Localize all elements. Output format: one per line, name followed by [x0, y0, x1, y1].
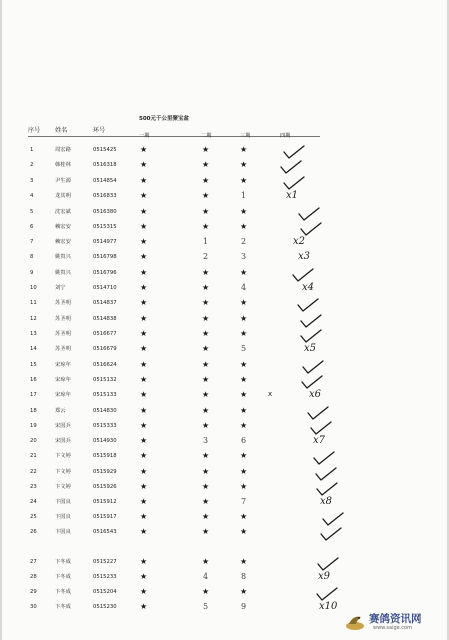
- ring-cell: 0515912: [93, 499, 117, 505]
- period-3-star: ★: [240, 222, 248, 231]
- ring-cell: 0515230: [93, 604, 117, 610]
- ring-cell: 0516318: [93, 162, 117, 168]
- period-1-star: ★: [140, 344, 148, 353]
- handwritten-mark: x2: [293, 236, 306, 247]
- seq-cell: 23: [30, 484, 37, 490]
- table-row: [0, 497, 449, 507]
- name-cell: 韩桂林: [55, 162, 71, 168]
- seq-cell: 1: [30, 147, 34, 153]
- table-row: [0, 482, 449, 492]
- handwritten-mark: x4: [302, 282, 315, 293]
- period-1-star: ★: [140, 512, 148, 521]
- handwritten-mark: x5: [304, 343, 317, 354]
- ring-cell: 0515233: [93, 574, 117, 580]
- seq-cell: 12: [30, 316, 37, 322]
- name-cell: 赖宏安: [55, 239, 71, 245]
- period-2-star: ★: [202, 160, 210, 169]
- checkmark-icon: [301, 375, 323, 385]
- name-cell: 宋琼年: [55, 362, 71, 368]
- period-3-star: ★: [240, 298, 248, 307]
- header-seq: 序号: [28, 127, 41, 134]
- checkmark-icon: [298, 207, 320, 217]
- table-row: [0, 390, 449, 400]
- period-1-star: ★: [140, 222, 148, 231]
- watermark-name: 赛鸽资讯网: [369, 613, 422, 625]
- period-1-star: ★: [140, 191, 148, 200]
- period-2-star: ★: [202, 587, 210, 596]
- name-cell: 姚贵兴: [55, 254, 71, 260]
- period-3-number: 8: [241, 572, 247, 581]
- name-cell: 卞冬成: [55, 559, 71, 565]
- seq-cell: 16: [30, 377, 37, 383]
- period-2-star: ★: [202, 390, 210, 399]
- table-row: [0, 375, 449, 385]
- period-1-star: ★: [140, 237, 148, 246]
- name-cell: 卞国良: [55, 499, 71, 505]
- table-row: [0, 467, 449, 477]
- period-2-star: ★: [202, 222, 210, 231]
- checkmark-icon: [283, 176, 305, 186]
- checkmark-icon: [320, 527, 342, 537]
- name-cell: 沈宏斌: [55, 209, 71, 215]
- ring-cell: 0515917: [93, 514, 117, 520]
- handwritten-mark: x7: [313, 435, 326, 446]
- seq-cell: 27: [30, 559, 37, 565]
- period-3-number: 7: [241, 497, 247, 506]
- checkmark-icon: [315, 467, 337, 477]
- table-row: [0, 587, 449, 597]
- period-3-number: 3: [241, 252, 247, 261]
- stray-mark: x: [268, 390, 273, 398]
- ring-cell: 0515425: [93, 147, 117, 153]
- period-1-star: ★: [140, 587, 148, 596]
- period-1-star: ★: [140, 283, 148, 292]
- checkmark-icon: [300, 222, 322, 232]
- table-row: [0, 222, 449, 232]
- ring-cell: 0514710: [93, 285, 117, 291]
- period-2-star: ★: [202, 482, 210, 491]
- seq-cell: 9: [30, 270, 34, 276]
- ring-cell: 0516543: [93, 529, 117, 535]
- table-row: [0, 436, 449, 446]
- period-1-star: ★: [140, 268, 148, 277]
- table-row: [0, 298, 449, 308]
- period-1-star: ★: [140, 602, 148, 611]
- seq-cell: 17: [30, 392, 37, 398]
- period-3-star: ★: [240, 390, 248, 399]
- period-1-star: ★: [140, 298, 148, 307]
- table-row: [0, 207, 449, 217]
- period-2-star: ★: [202, 360, 210, 369]
- table-row: [0, 527, 449, 537]
- ring-cell: 0515333: [93, 423, 117, 429]
- table-row: [0, 572, 449, 582]
- ring-cell: 0515926: [93, 484, 117, 490]
- period-2-star: ★: [202, 375, 210, 384]
- seq-cell: 25: [30, 514, 37, 520]
- period-2-number: 4: [203, 572, 209, 581]
- checkmark-icon: [302, 360, 324, 370]
- checkmark-icon: [307, 406, 329, 416]
- period-3-star: ★: [240, 512, 248, 521]
- table-row: [0, 344, 449, 354]
- period-2-star: ★: [202, 329, 210, 338]
- name-cell: 苏圣明: [55, 300, 71, 306]
- period-1-star: ★: [140, 375, 148, 384]
- checkmark-icon: [300, 329, 322, 339]
- table-row: [0, 406, 449, 416]
- checkmark-icon: [322, 512, 344, 522]
- period-2-star: ★: [202, 314, 210, 323]
- checkmark-icon: [316, 587, 338, 597]
- ring-cell: 0516833: [93, 193, 117, 199]
- ring-cell: 0514838: [93, 316, 117, 322]
- watermark: [345, 611, 441, 633]
- table-row: [0, 283, 449, 293]
- period-1-star: ★: [140, 421, 148, 430]
- handwritten-mark: x3: [298, 251, 311, 262]
- name-cell: 尹生源: [55, 178, 71, 184]
- ring-cell: 0516380: [93, 209, 117, 215]
- seq-cell: 14: [30, 346, 37, 352]
- watermark-url: www.saige.com: [373, 625, 412, 631]
- seq-cell: 21: [30, 453, 37, 459]
- period-3-star: ★: [240, 557, 248, 566]
- seq-cell: 8: [30, 254, 34, 260]
- seq-cell: 19: [30, 423, 37, 429]
- handwritten-mark: x8: [320, 496, 333, 507]
- period-2-number: 5: [203, 602, 209, 611]
- period-1-star: ★: [140, 436, 148, 445]
- period-3-star: ★: [240, 467, 248, 476]
- checkmark-icon: [313, 451, 335, 461]
- period-1-star: ★: [140, 467, 148, 476]
- period-3-star: ★: [240, 145, 248, 154]
- header-period-1: 一期: [139, 133, 150, 139]
- period-2-number: 1: [203, 237, 209, 246]
- period-3-star: ★: [240, 176, 248, 185]
- period-2-star: ★: [202, 497, 210, 506]
- seq-cell: 28: [30, 574, 37, 580]
- period-2-number: 3: [203, 436, 209, 445]
- period-1-star: ★: [140, 572, 148, 581]
- seq-cell: 15: [30, 362, 37, 368]
- name-cell: 苏圣明: [55, 316, 71, 322]
- ring-cell: 0514854: [93, 178, 117, 184]
- seq-cell: 24: [30, 499, 37, 505]
- checkmark-icon: [283, 145, 305, 155]
- period-2-star: ★: [202, 268, 210, 277]
- name-cell: 赖宏安: [55, 224, 71, 230]
- table-row: [0, 512, 449, 522]
- name-cell: 卞文婷: [55, 469, 71, 475]
- name-cell: 姚贵兴: [55, 270, 71, 276]
- period-1-star: ★: [140, 176, 148, 185]
- table-row: [0, 176, 449, 186]
- name-cell: 苏圣明: [55, 346, 71, 352]
- header-period-4: 四期: [280, 133, 291, 139]
- period-2-star: ★: [202, 527, 210, 536]
- period-3-star: ★: [240, 375, 248, 384]
- name-cell: 卞国良: [55, 514, 71, 520]
- period-2-star: ★: [202, 421, 210, 430]
- seq-cell: 3: [30, 178, 34, 184]
- ring-cell: 0515204: [93, 589, 117, 595]
- ring-cell: 0515227: [93, 559, 117, 565]
- period-1-star: ★: [140, 557, 148, 566]
- period-2-star: ★: [202, 207, 210, 216]
- name-cell: 宋琼年: [55, 392, 71, 398]
- period-3-star: ★: [240, 406, 248, 415]
- ring-cell: 0515315: [93, 224, 117, 230]
- period-2-star: ★: [202, 512, 210, 521]
- period-1-star: ★: [140, 145, 148, 154]
- table-row: [0, 557, 449, 567]
- name-cell: 卞冬成: [55, 604, 71, 610]
- period-1-star: ★: [140, 360, 148, 369]
- period-3-star: ★: [240, 207, 248, 216]
- seq-cell: 2: [30, 162, 34, 168]
- period-2-star: ★: [202, 406, 210, 415]
- name-cell: 卞国良: [55, 529, 71, 535]
- header-period-2: 二期: [201, 133, 212, 139]
- period-2-star: ★: [202, 451, 210, 460]
- ring-cell: 0515133: [93, 392, 117, 398]
- handwritten-mark: x6: [309, 389, 322, 400]
- name-cell: 卞文婷: [55, 484, 71, 490]
- pigeon-logo-icon: [345, 613, 365, 631]
- name-cell: 宋国兵: [55, 438, 71, 444]
- period-3-star: ★: [240, 451, 248, 460]
- period-2-star: ★: [202, 344, 210, 353]
- ring-cell: 0514977: [93, 239, 117, 245]
- period-3-star: ★: [240, 329, 248, 338]
- name-cell: 宋琼年: [55, 377, 71, 383]
- period-3-number: 9: [241, 602, 247, 611]
- period-2-star: ★: [202, 557, 210, 566]
- ring-cell: 0516677: [93, 331, 117, 337]
- document-title: 500元千公里聚宝盆: [139, 116, 189, 122]
- ring-cell: 0514830: [93, 408, 117, 414]
- name-cell: 宋国兵: [55, 423, 71, 429]
- ring-cell: 0514837: [93, 300, 117, 306]
- header-name: 姓名: [55, 127, 68, 134]
- checkmark-icon: [300, 314, 322, 324]
- period-2-star: ★: [202, 145, 210, 154]
- period-2-star: ★: [202, 176, 210, 185]
- period-2-star: ★: [202, 467, 210, 476]
- ring-cell: 0516798: [93, 254, 117, 260]
- seq-cell: 22: [30, 469, 37, 475]
- ring-cell: 0515918: [93, 453, 117, 459]
- period-2-star: ★: [202, 283, 210, 292]
- seq-cell: 4: [30, 193, 34, 199]
- period-3-star: ★: [240, 360, 248, 369]
- period-3-star: ★: [240, 160, 248, 169]
- table-row: [0, 329, 449, 339]
- name-cell: 郑云: [55, 408, 66, 414]
- ring-cell: 0516624: [93, 362, 117, 368]
- ring-cell: 0514930: [93, 438, 117, 444]
- period-1-star: ★: [140, 406, 148, 415]
- table-row: [0, 237, 449, 247]
- ring-cell: 0516679: [93, 346, 117, 352]
- handwritten-mark: x10: [319, 601, 338, 612]
- ring-cell: 0516796: [93, 270, 117, 276]
- name-cell: 卞文婷: [55, 453, 71, 459]
- seq-cell: 26: [30, 529, 37, 535]
- table-row: [0, 421, 449, 431]
- handwritten-mark: x9: [318, 571, 331, 582]
- period-1-star: ★: [140, 329, 148, 338]
- seq-cell: 7: [30, 239, 34, 245]
- period-3-star: ★: [240, 587, 248, 596]
- table-row: [0, 360, 449, 370]
- seq-cell: 20: [30, 438, 37, 444]
- period-1-star: ★: [140, 527, 148, 536]
- period-3-star: ★: [240, 482, 248, 491]
- period-3-number: 2: [241, 237, 247, 246]
- checkmark-icon: [297, 298, 319, 308]
- checkmark-icon: [292, 268, 314, 278]
- period-3-star: ★: [240, 527, 248, 536]
- period-2-number: 2: [203, 252, 209, 261]
- checkmark-icon: [317, 557, 339, 567]
- table-row: [0, 268, 449, 278]
- period-1-star: ★: [140, 314, 148, 323]
- period-1-star: ★: [140, 497, 148, 506]
- table-row: [0, 314, 449, 324]
- seq-cell: 6: [30, 224, 34, 230]
- seq-cell: 29: [30, 589, 37, 595]
- name-cell: 刘宁: [55, 285, 66, 291]
- checkmark-icon: [280, 160, 302, 170]
- period-3-star: ★: [240, 421, 248, 430]
- period-3-number: 5: [241, 344, 247, 353]
- period-2-star: ★: [202, 298, 210, 307]
- seq-cell: 30: [30, 604, 37, 610]
- period-1-star: ★: [140, 252, 148, 261]
- period-3-star: ★: [240, 268, 248, 277]
- seq-cell: 11: [30, 300, 37, 306]
- header-ring: 环号: [93, 127, 106, 134]
- table-row: [0, 451, 449, 461]
- table-row: [0, 191, 449, 201]
- seq-cell: 13: [30, 331, 37, 337]
- name-cell: 卞冬成: [55, 589, 71, 595]
- seq-cell: 10: [30, 285, 37, 291]
- ring-cell: 0515929: [93, 469, 117, 475]
- period-1-star: ★: [140, 482, 148, 491]
- period-1-star: ★: [140, 451, 148, 460]
- period-2-star: ★: [202, 191, 210, 200]
- period-3-number: 1: [241, 191, 247, 200]
- handwritten-mark: x1: [286, 190, 299, 201]
- table-row: [0, 160, 449, 170]
- header-rule: [28, 136, 320, 137]
- seq-cell: 5: [30, 209, 34, 215]
- table-row: [0, 145, 449, 155]
- header-period-3: 三期: [240, 133, 251, 139]
- checkmark-icon: [310, 421, 332, 431]
- period-3-star: ★: [240, 314, 248, 323]
- period-1-star: ★: [140, 207, 148, 216]
- table-row: [0, 252, 449, 262]
- period-1-star: ★: [140, 160, 148, 169]
- period-3-number: 6: [241, 436, 247, 445]
- ring-cell: 0515132: [93, 377, 117, 383]
- name-cell: 苏圣明: [55, 331, 71, 337]
- name-cell: 龙其明: [55, 193, 71, 199]
- period-1-star: ★: [140, 390, 148, 399]
- name-cell: 卞冬成: [55, 574, 71, 580]
- seq-cell: 18: [30, 408, 37, 414]
- period-3-number: 4: [241, 283, 247, 292]
- checkmark-icon: [316, 482, 338, 492]
- name-cell: 周宏路: [55, 147, 71, 153]
